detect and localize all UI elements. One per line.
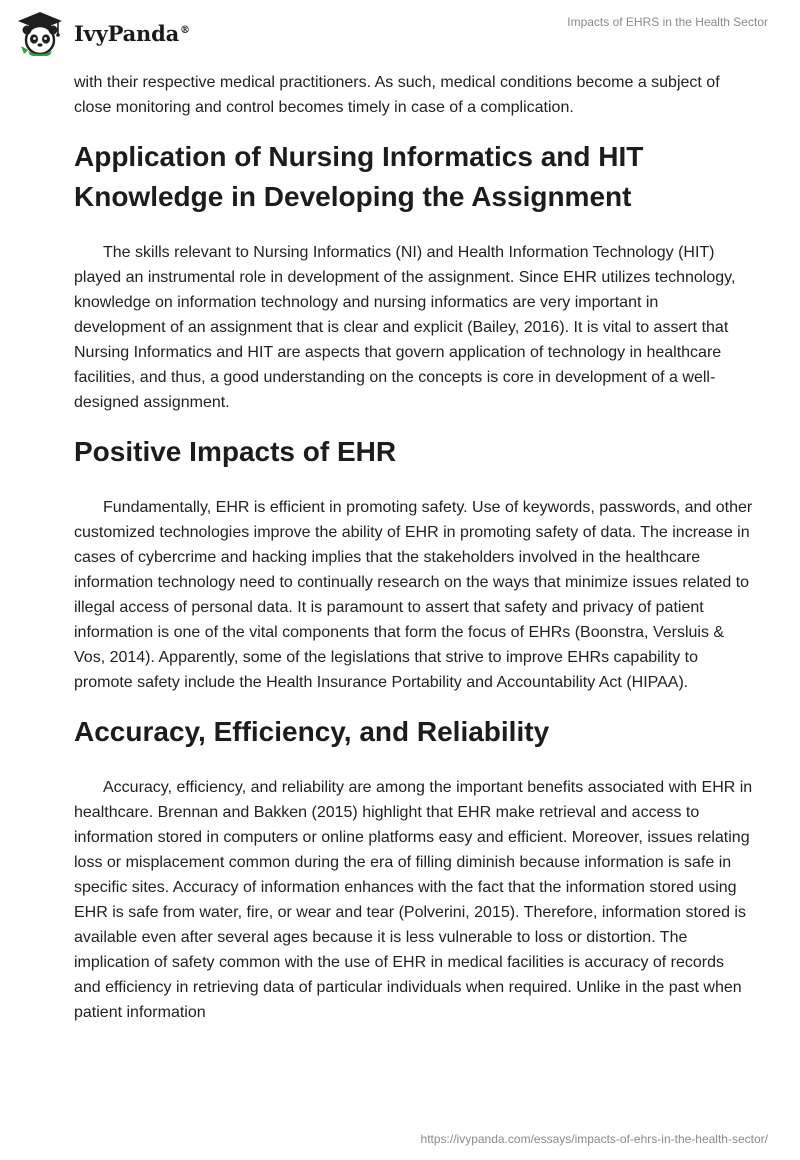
panda-graduate-icon [14, 10, 66, 56]
intro-continuation: with their respective medical practitioners. As such, medical conditions become a subject of close monitoring and control becomes timely in case of a complication. [74, 74, 720, 116]
article-body [74, 70, 754, 1025]
page-header [0, 0, 800, 70]
source-url[interactable]: https://ivypanda.com/essays/impacts-of-ehrs-in-the-health-sector/ [420, 1132, 768, 1146]
section-paragraph: The skills relevant to Nursing Informatics (NI) and Health Information Technology (HIT) played an instrumental role in development of the assignment. Since EHR utilizes technology, knowledge on information technology and nursing informatics are very important in development of an assignment that is clear and explicit (Bailey, 2016). It is vital to assert that Nursing Informatics and HIT are aspects that govern application of technology in healthcare facilities, and thus, a good understanding on the concepts is core in development of a well-designed assignment. [74, 244, 736, 411]
section-heading: Positive Impacts of EHR [74, 436, 397, 467]
brand-logo[interactable] [14, 10, 190, 56]
section-paragraph: Fundamentally, EHR is efficient in promoting safety. Use of keywords, passwords, and other customized technologies improve the ability of EHR in promoting safety of data. The increase in cases of cybercrime and hacking implies that the stakeholders involved in the healthcare information technology need to continually research on the ways that minimize issues related to illegal access of personal data. It is paramount to assert that safety and privacy of patient information is one of the vital components that form the focus of EHRs (Boonstra, Versluis & Vos, 2014). Apparently, some of the legislations that strive to improve EHRs capability to promote safety include the Health Insurance Portability and Accountability Act (HIPAA). [74, 499, 753, 691]
document-title: Impacts of EHRS in the Health Sector [567, 15, 768, 29]
section-paragraph: Accuracy, efficiency, and reliability are among the important benefits associated with EHR in healthcare. Brennan and Bakken (2015) highlight that EHR make retrieval and access to information stored in computers or online platforms easy and efficient. Moreover, issues relating loss or misplacement common during the era of filling diminish because information is safe in specific sites. Accuracy of information enhances with the fact that the information stored using EHR is safe from water, fire, or wear and tear (Polverini, 2015). Therefore, information stored is available even after several ages because it is less vulnerable to loss or distortion. The implication of safety common with the use of EHR in medical facilities is accuracy of records and efficiency in retrieving data of particular individuals when required. Unlike in the past when patient information [74, 779, 753, 1021]
brand-name: IvyPanda® [74, 20, 190, 46]
section-heading: Accuracy, Efficiency, and Reliability [74, 716, 550, 747]
section-heading: Application of Nursing Informatics and HIT Knowledge in Developing the Assignment [74, 141, 644, 212]
